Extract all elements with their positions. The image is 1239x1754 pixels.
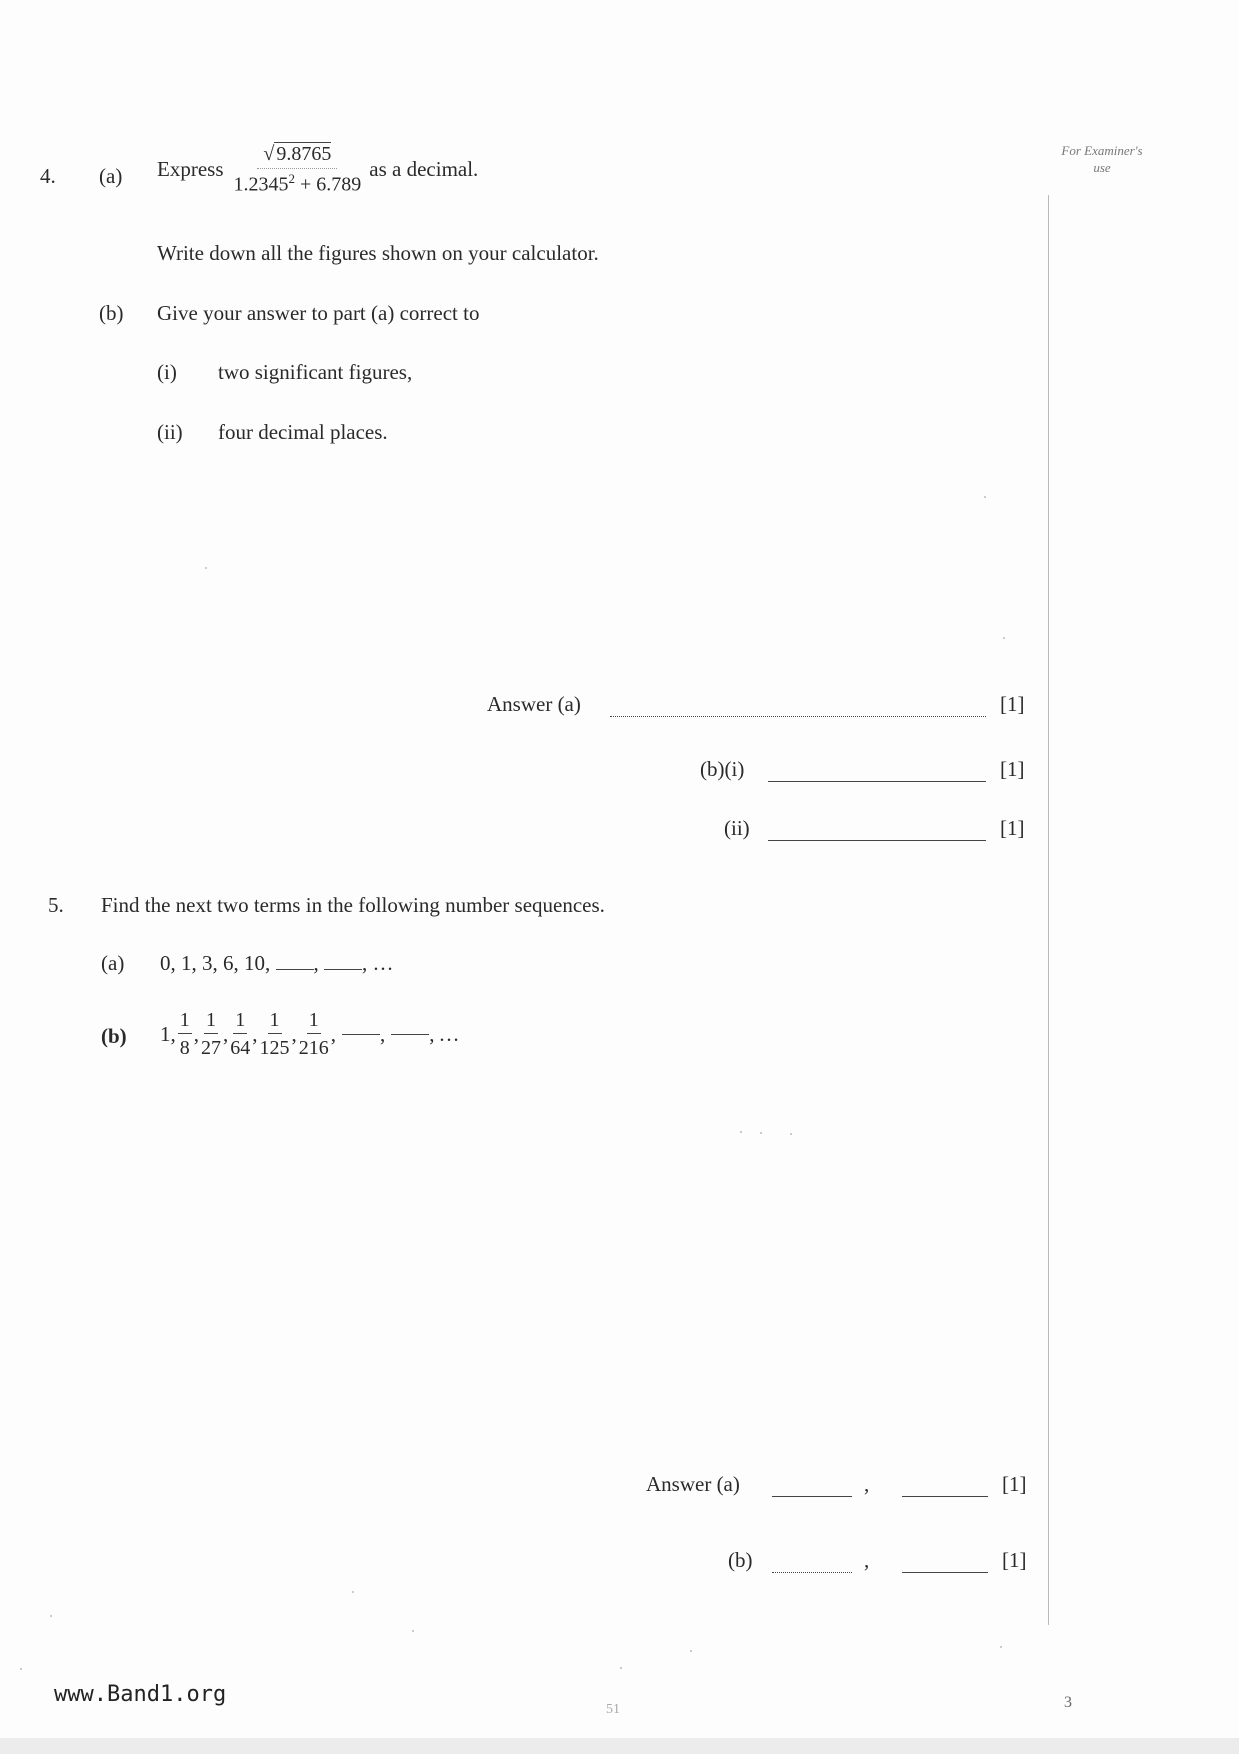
q4-den-rest: + 6.789	[295, 173, 362, 196]
scan-speck	[1000, 1646, 1002, 1648]
q5-answer-b-mark: [1]	[1002, 1548, 1027, 1572]
q5-answer-b-separator: ,	[864, 1548, 870, 1572]
q4-part-b-label: (b)	[99, 301, 124, 325]
q5-a-ellipsis: …	[372, 951, 394, 975]
q5-b-ellipsis: …	[438, 1021, 460, 1046]
footer-centre-code: 51	[606, 1702, 620, 1717]
q4-den-base: 1.2345	[233, 173, 289, 196]
q4-part-b-text: Give your answer to part (a) correct to	[157, 301, 480, 325]
q5-text: Find the next two terms in the following number sequences.	[101, 893, 605, 917]
q5-a-blank-2	[324, 969, 362, 970]
q4-as-decimal: as a decimal.	[369, 157, 479, 182]
q4-express-word: Express	[157, 157, 224, 182]
scan-speck	[760, 1132, 762, 1134]
q4-radicand: 9.8765	[276, 143, 332, 165]
q5-part-a-sequence: 0, 1, 3, 6, 10, , , …	[160, 951, 394, 975]
q4-part-a-label: (a)	[99, 164, 123, 188]
q4-answer-a-mark: [1]	[1000, 692, 1025, 716]
q5-a-blank-1	[276, 969, 314, 970]
q5-answer-a-label: Answer (a)	[646, 1472, 740, 1496]
q5-b-blank-2	[391, 1034, 429, 1035]
q4-instruction: Write down all the figures shown on your calculator.	[157, 241, 599, 265]
q5-b-fraction: $\frac{1}{64}$	[230, 1009, 251, 1059]
q5-number: 5.	[48, 893, 64, 917]
q5-answer-b-label: (b)	[728, 1548, 753, 1572]
q5-a-terms: 0, 1, 3, 6, 10,	[160, 951, 271, 975]
q5-b-fraction: $\frac{1}{27}$	[201, 1009, 221, 1059]
q4-answer-bii-mark: [1]	[1000, 816, 1025, 840]
q5-answer-a-line-1[interactable]	[772, 1496, 852, 1497]
q5-part-b-label: (b)	[101, 1024, 127, 1048]
q4-part-bii-label: (ii)	[157, 420, 183, 444]
q5-b-fraction: $\frac{1}{8}$	[179, 1009, 190, 1059]
q4-part-bi-label: (i)	[157, 360, 177, 384]
q5-answer-a-separator: ,	[864, 1472, 870, 1496]
scan-speck	[984, 496, 986, 498]
scan-bottom-band	[0, 1738, 1239, 1754]
q4-part-a-question	[157, 143, 478, 197]
q5-b-first-term: 1,	[160, 1021, 176, 1046]
q4-answer-bi-label: (b)(i)	[700, 757, 745, 781]
q4-answer-bii-line[interactable]	[768, 840, 986, 841]
q5-answer-b-line-2[interactable]	[902, 1572, 988, 1573]
scan-speck	[205, 567, 207, 569]
examiner-margin-rule	[1048, 195, 1049, 1625]
q5-b-fraction: $\frac{1}{216}$	[298, 1009, 329, 1059]
q4-den-exponent: 2	[288, 171, 295, 186]
q4-answer-bi-line[interactable]	[768, 781, 986, 782]
footer-website: www.Band1.org	[54, 1682, 227, 1707]
q4-answer-bii-label: (ii)	[724, 816, 750, 840]
scan-speck	[412, 1630, 414, 1632]
q4-fraction	[234, 143, 362, 197]
q5-b-fraction: $\frac{1}{125}$	[259, 1009, 290, 1059]
scan-speck	[690, 1650, 692, 1652]
examiner-use-label: For Examiner's use	[1061, 143, 1143, 175]
page-number: 3	[1064, 1694, 1072, 1711]
scan-speck	[740, 1131, 742, 1133]
q4-fraction-denominator	[234, 169, 362, 197]
scan-speck	[50, 1615, 52, 1617]
scan-speck	[620, 1667, 622, 1669]
q5-answer-a-mark: [1]	[1002, 1472, 1027, 1496]
scan-speck	[352, 1591, 354, 1593]
q5-part-a-label: (a)	[101, 951, 125, 975]
scan-speck	[1003, 637, 1005, 639]
q4-fraction-numerator	[257, 143, 337, 169]
q5-part-b-sequence: 1, $\frac{1}{8}$ , $\frac{1}{27}$ , $\frac{1}{64}$ , $\frac{1}{125}$ , $\frac{1}{216}$ , , , …	[160, 1009, 460, 1059]
sqrt-icon: √	[263, 143, 275, 165]
q4-part-bii-text: four decimal places.	[218, 420, 388, 444]
q4-answer-bi-mark: [1]	[1000, 757, 1025, 781]
scan-speck	[20, 1668, 22, 1670]
q4-number: 4.	[40, 164, 56, 188]
q5-answer-a-line-2[interactable]	[902, 1496, 988, 1497]
q5-b-blank-1	[342, 1034, 380, 1035]
scan-speck	[790, 1133, 792, 1135]
q4-answer-a-label: Answer (a)	[487, 692, 581, 716]
q4-answer-a-line[interactable]	[610, 716, 986, 717]
q5-answer-b-line-1[interactable]	[772, 1572, 852, 1573]
q4-part-bi-text: two significant figures,	[218, 360, 413, 384]
